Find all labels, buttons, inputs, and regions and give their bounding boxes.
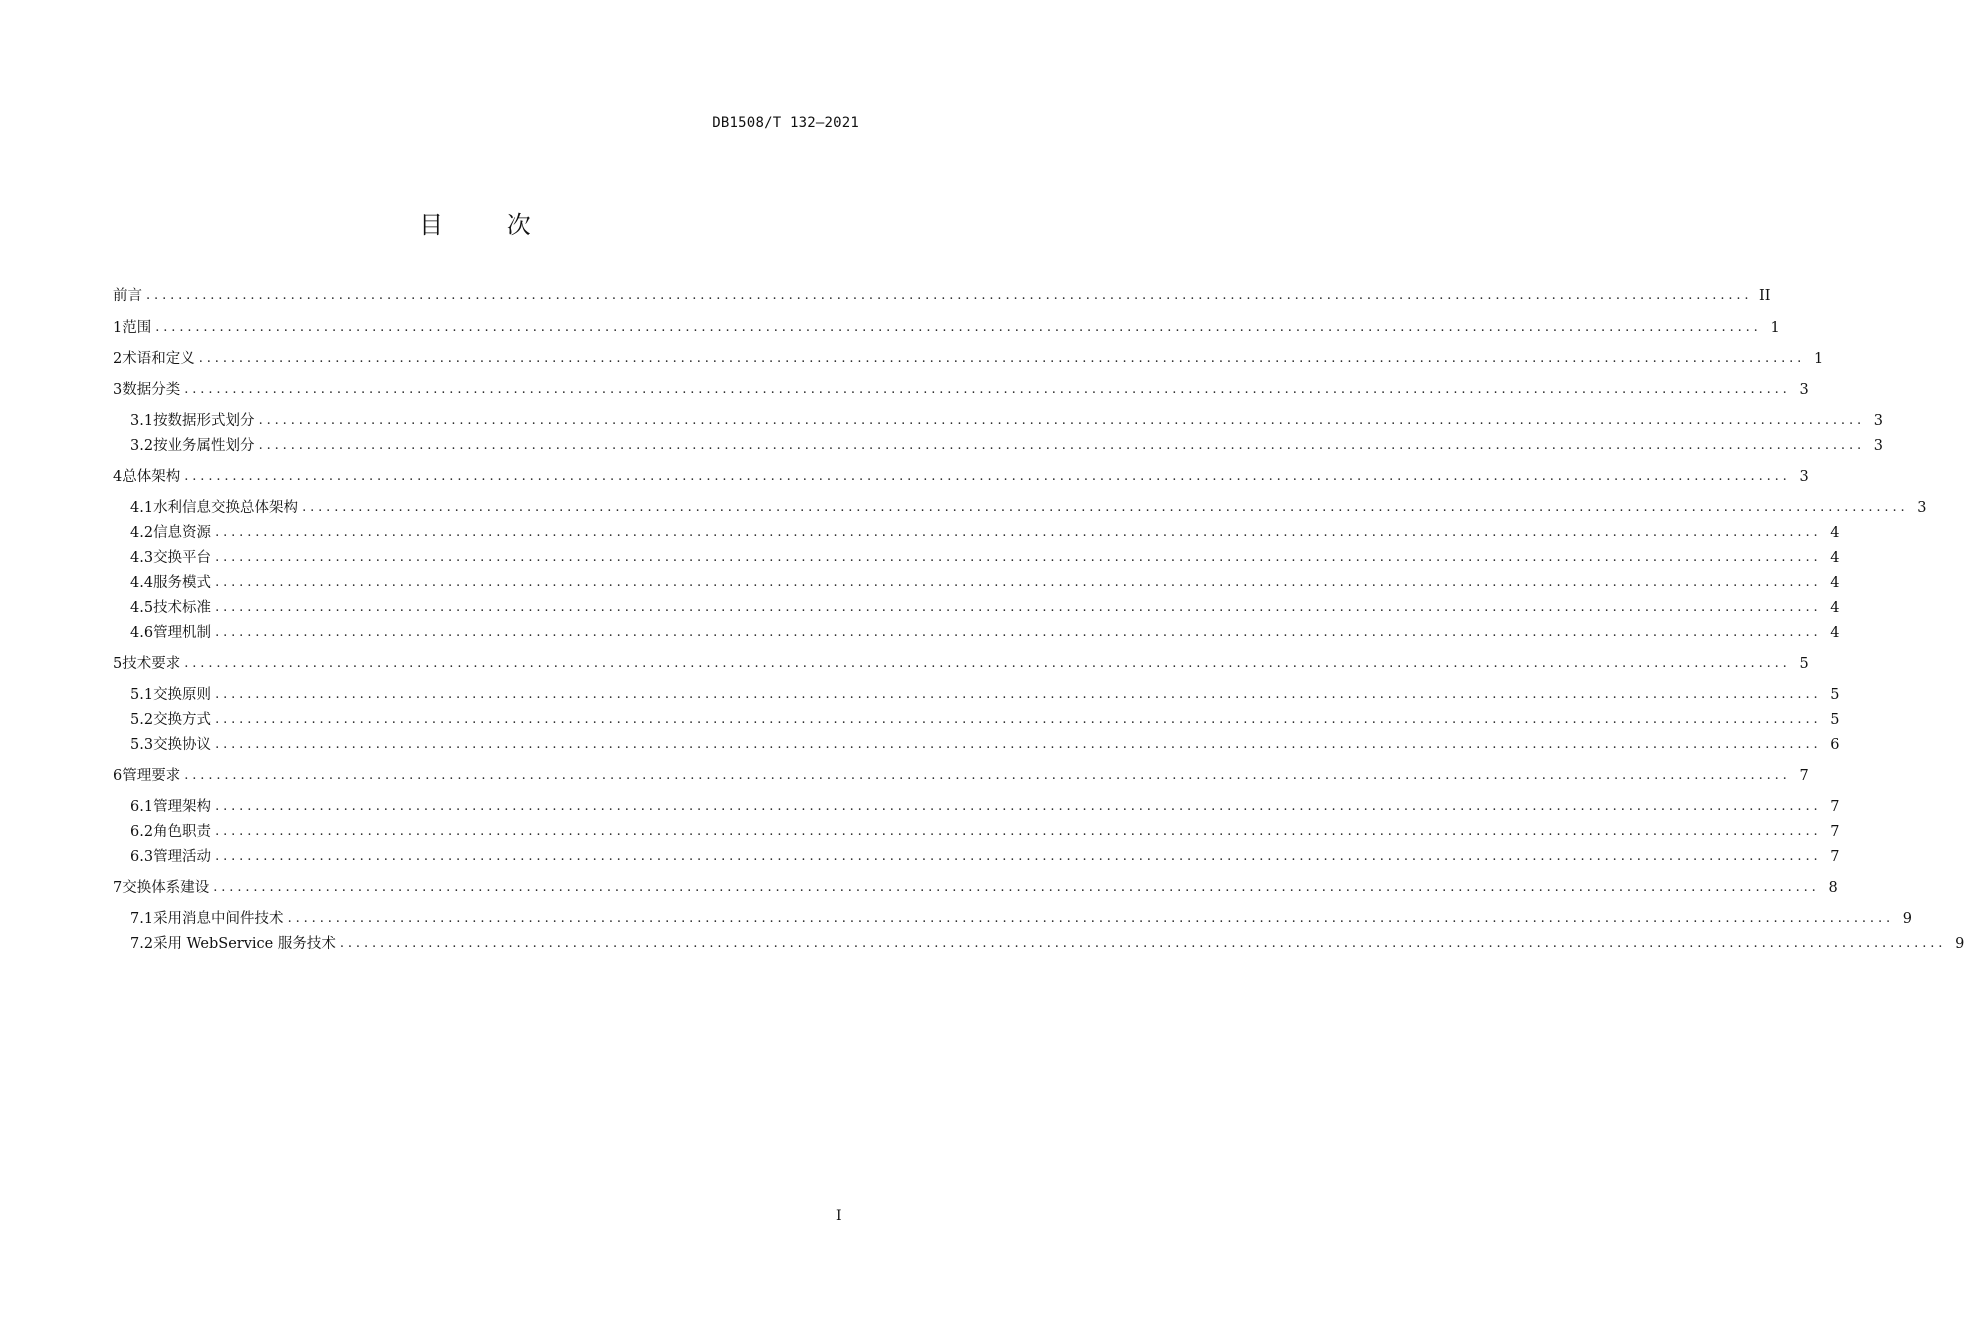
toc-leader-dots: ........................................................................................................................................................................................................ — [339, 936, 1947, 951]
toc-entry-label: 数据分类 — [122, 382, 181, 398]
toc-entry-page: 7 — [1830, 824, 1840, 840]
toc-entry-page: 3 — [1873, 438, 1884, 454]
toc-entry-page: 3 — [1799, 382, 1809, 398]
toc-entry-label: 按业务属性划分 — [153, 438, 255, 454]
toc-entry-number: 6.2 — [130, 824, 154, 840]
toc-entry[interactable] — [130, 734, 1840, 756]
toc-entry-label: 交换方式 — [153, 712, 212, 728]
toc-leader-dots: ........................................................................................................................................................................................................ — [215, 525, 1822, 540]
toc-entry[interactable] — [113, 348, 1824, 370]
toc-entry-label: 管理要求 — [122, 768, 181, 784]
toc-entry-number: 5.3 — [130, 737, 154, 753]
toc-entry[interactable] — [113, 466, 1809, 488]
toc-entry-page: 1 — [1813, 351, 1824, 367]
toc-entry[interactable] — [130, 410, 1884, 432]
toc-entry-page: 5 — [1799, 656, 1809, 672]
toc-entry-number: 5 — [113, 656, 123, 672]
toc-entry-number: 7.2 — [130, 936, 154, 952]
toc-entry-number: 4.2 — [130, 525, 154, 541]
toc-entry-page: 4 — [1830, 600, 1840, 616]
toc-leader-dots: ........................................................................................................................................................................................................ — [184, 469, 1791, 484]
toc-entry-page: 5 — [1830, 712, 1840, 728]
toc-leader-dots: ........................................................................................................................................................................................................ — [215, 550, 1822, 565]
toc-entry[interactable] — [130, 572, 1840, 594]
toc-leader-dots: ........................................................................................................................................................................................................ — [287, 911, 1895, 926]
toc-entry-page: 9 — [1902, 911, 1913, 927]
toc-entry-page: 3 — [1873, 413, 1884, 429]
toc-entry-number: 7.1 — [130, 911, 154, 927]
toc-entry-page: II — [1759, 288, 1771, 304]
toc-entry-label: 技术标准 — [153, 600, 212, 616]
toc-entry-label: 管理活动 — [153, 849, 212, 865]
toc-entry-page: 4 — [1830, 575, 1840, 591]
toc-entry-page: 3 — [1917, 500, 1927, 516]
toc-entry[interactable] — [113, 317, 1780, 339]
toc-entry-label: 水利信息交换总体架构 — [153, 500, 299, 516]
toc-entry-number: 4 — [113, 469, 123, 485]
toc-entry-page: 9 — [1955, 936, 1964, 952]
page-number: I — [836, 1208, 842, 1224]
toc-entry-number: 6.1 — [130, 799, 154, 815]
toc-entry-label: 总体架构 — [122, 469, 181, 485]
toc-entry[interactable] — [113, 765, 1809, 787]
toc-entry-page: 3 — [1799, 469, 1809, 485]
toc-entry-page: 4 — [1830, 525, 1840, 541]
toc-entry[interactable] — [113, 877, 1838, 899]
toc-entry-number: 2 — [113, 351, 123, 367]
toc-entry[interactable] — [130, 684, 1840, 706]
toc-entry-number: 3.1 — [130, 413, 154, 429]
toc-entry[interactable] — [130, 522, 1840, 544]
toc-leader-dots: ........................................................................................................................................................................................................ — [184, 768, 1791, 783]
toc-entry-label: 交换协议 — [153, 737, 212, 753]
toc-entry-page: 5 — [1830, 687, 1840, 703]
toc-entry-page: 4 — [1830, 550, 1840, 566]
toc-leader-dots: ........................................................................................................................................................................................................ — [198, 351, 1806, 366]
toc-entry-label: 采用消息中间件技术 — [153, 911, 284, 927]
toc-entry-number: 5.1 — [130, 687, 154, 703]
toc-entry[interactable] — [113, 653, 1809, 675]
toc-entry-number: 4.1 — [130, 500, 154, 516]
toc-entry-label: 范围 — [122, 320, 152, 336]
toc-entry[interactable] — [130, 435, 1884, 457]
toc-leader-dots: ........................................................................................................................................................................................................ — [215, 849, 1822, 864]
toc-entry-label: 信息资源 — [153, 525, 212, 541]
toc-entry-number: 6.3 — [130, 849, 154, 865]
toc-leader-dots: ........................................................................................................................................................................................................ — [302, 500, 1909, 515]
toc-entry-label: 前言 — [113, 288, 142, 304]
toc-entry-number: 4.6 — [130, 625, 154, 641]
toc-entry[interactable] — [130, 709, 1840, 731]
toc-entry[interactable] — [113, 285, 1771, 307]
toc-entry-label: 服务模式 — [153, 575, 212, 591]
toc-entry-label: 角色职责 — [153, 824, 212, 840]
toc-leader-dots: ........................................................................................................................................................................................................ — [215, 799, 1822, 814]
toc-leader-dots: ........................................................................................................................................................................................................ — [258, 438, 1866, 453]
toc-leader-dots: ........................................................................................................................................................................................................ — [215, 712, 1822, 727]
toc-entry-number: 3 — [113, 382, 123, 398]
toc-entry[interactable] — [130, 497, 1927, 519]
toc-leader-dots: ........................................................................................................................................................................................................ — [184, 656, 1791, 671]
toc-entry-page: 1 — [1770, 320, 1780, 336]
toc-leader-dots: ........................................................................................................................................................................................................ — [184, 382, 1791, 397]
toc-entry[interactable] — [130, 796, 1840, 818]
toc-leader-dots: ........................................................................................................................................................................................................ — [215, 824, 1822, 839]
toc-entry[interactable] — [130, 908, 1913, 930]
toc-entry-number: 4.4 — [130, 575, 154, 591]
toc-entry[interactable] — [130, 547, 1840, 569]
toc-entry-label: 管理架构 — [153, 799, 212, 815]
toc-entry-label: 管理机制 — [153, 625, 212, 641]
toc-entry-page: 6 — [1830, 737, 1840, 753]
toc-entry-label: 采用 WebService 服务技术 — [153, 936, 336, 952]
toc-entry[interactable] — [113, 379, 1809, 401]
document-code: DB1508/T 132—2021 — [712, 115, 859, 131]
toc-entry[interactable] — [130, 933, 1964, 955]
toc-entry-label: 技术要求 — [122, 656, 181, 672]
toc-leader-dots: ........................................................................................................................................................................................................ — [215, 575, 1822, 590]
toc-leader-dots: ........................................................................................................................................................................................................ — [215, 687, 1822, 702]
toc-entry-label: 交换体系建设 — [122, 880, 210, 896]
toc-entry-number: 5.2 — [130, 712, 154, 728]
toc-leader-dots: ........................................................................................................................................................................................................ — [215, 737, 1822, 752]
toc-leader-dots: ........................................................................................................................................................................................................ — [215, 600, 1822, 615]
toc-entry[interactable] — [130, 597, 1840, 619]
toc-entry-number: 4.5 — [130, 600, 154, 616]
toc-leader-dots: ........................................................................................................................................................................................................ — [258, 413, 1866, 428]
toc-entry-page: 7 — [1830, 849, 1840, 865]
toc-entry-page: 4 — [1830, 625, 1840, 641]
toc-entry-label: 按数据形式划分 — [153, 413, 255, 429]
toc-entry-number: 4.3 — [130, 550, 154, 566]
toc-entry-label: 术语和定义 — [122, 351, 195, 367]
toc-entry[interactable] — [130, 821, 1840, 843]
toc-entry-page: 7 — [1830, 799, 1840, 815]
toc-entry-label: 交换原则 — [153, 687, 212, 703]
toc-entry-page: 7 — [1799, 768, 1809, 784]
toc-entry-number: 3.2 — [130, 438, 154, 454]
toc-entry-label: 交换平台 — [153, 550, 212, 566]
toc-entry-number: 7 — [113, 880, 123, 896]
toc-leader-dots: ........................................................................................................................................................................................................ — [213, 880, 1820, 895]
toc-leader-dots: ........................................................................................................................................................................................................ — [215, 625, 1822, 640]
toc-title: 目 次 — [419, 211, 559, 239]
toc-entry[interactable] — [130, 846, 1840, 868]
toc-leader-dots: ........................................................................................................................................................................................................ — [155, 320, 1762, 335]
toc-entry-number: 1 — [113, 320, 123, 336]
toc-entry[interactable] — [130, 622, 1840, 644]
toc-leader-dots: ........................................................................................................................................................................................................ — [146, 288, 1753, 303]
toc-entry-number: 6 — [113, 768, 123, 784]
toc-entry-page: 8 — [1828, 880, 1838, 896]
